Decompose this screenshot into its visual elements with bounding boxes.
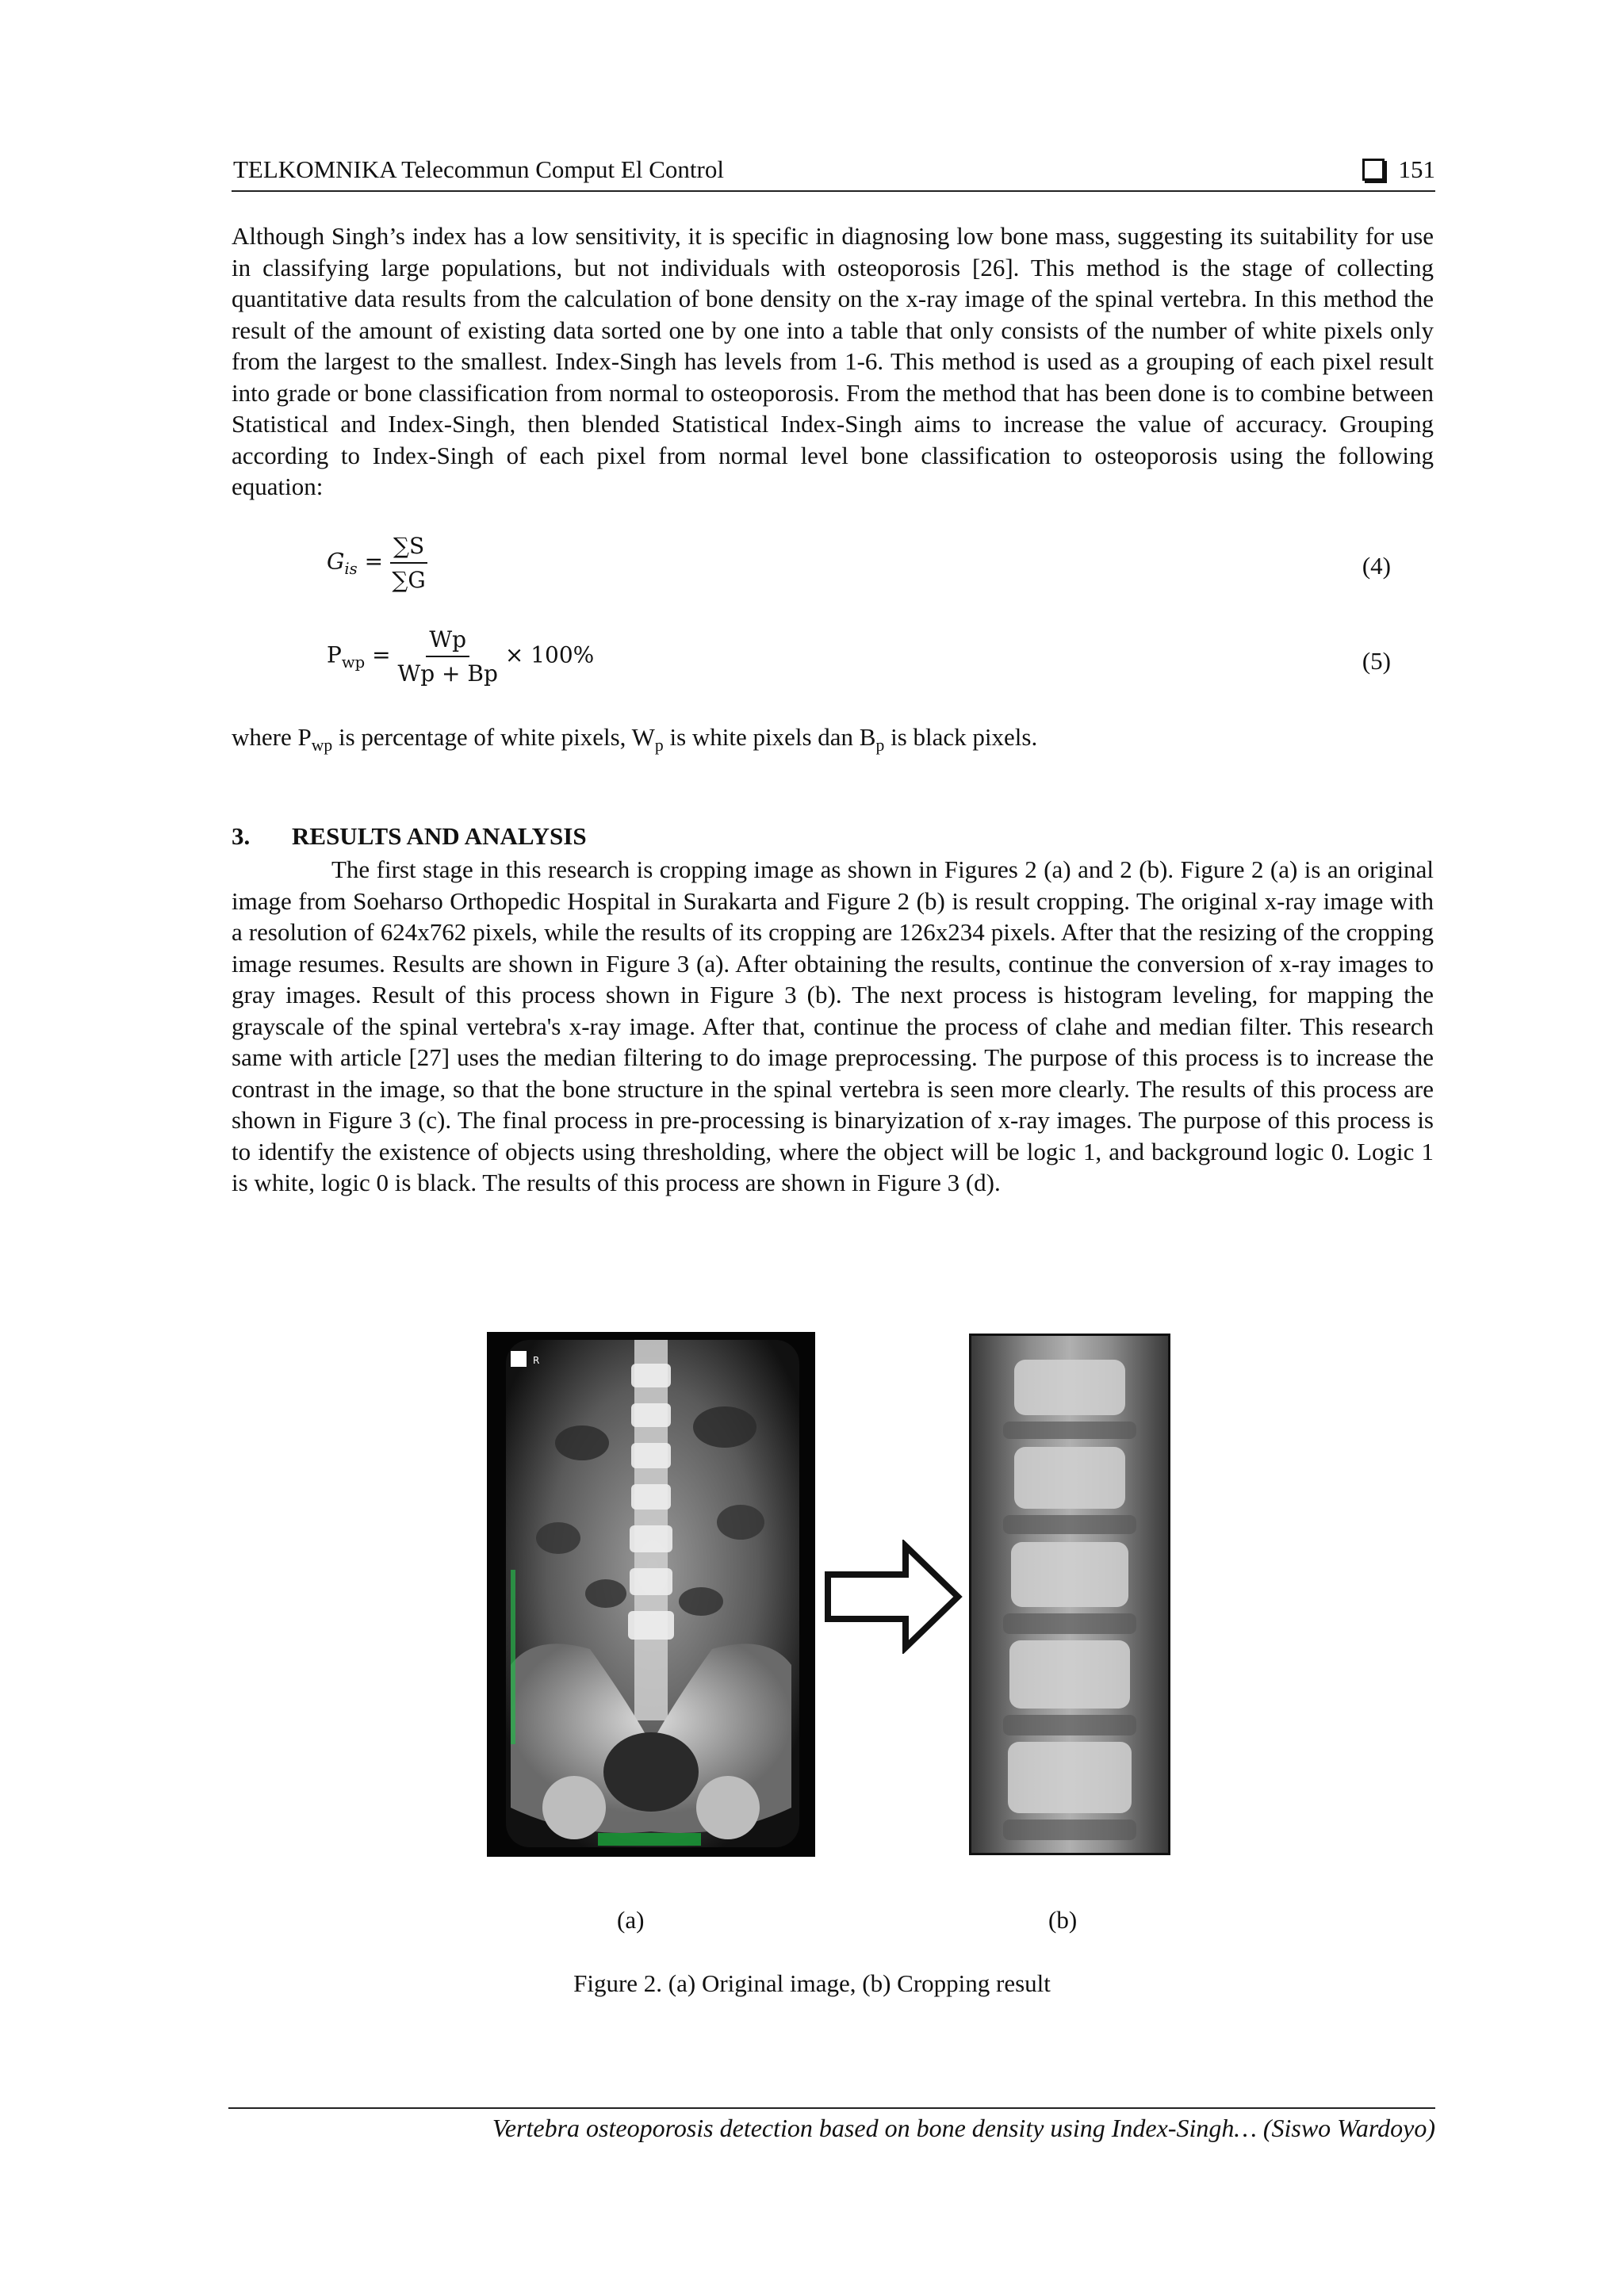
page-header <box>232 155 1435 192</box>
eq5-fraction <box>397 626 497 687</box>
legend-sub-a: wp <box>311 736 333 756</box>
equation-4-number: (4) <box>1362 552 1391 580</box>
legend-sub-c: p <box>875 736 885 756</box>
figure-label-b: (b) <box>1048 1906 1078 1934</box>
equation-4: $G_{is}$ = $\frac{\sum S}{\sum G}$ <box>327 533 427 593</box>
eq5-lhs-sub: wp <box>341 653 366 672</box>
eq5-numerator: Wp <box>426 626 469 657</box>
right-arrow-icon <box>823 1540 966 1654</box>
svg-text:R: R <box>533 1355 540 1366</box>
eq4-numerator: ∑S <box>390 533 427 564</box>
page-number: 151 <box>1398 155 1435 183</box>
eq5-suffix: × 100% <box>504 641 595 668</box>
results-body: The first stage in this research is cropping image as shown in Figures 2 (a) and 2 (b). Figure 2 (a) is an original image from Soeharso Orthopedic Hospital in Surakarta and Figure 2 (b) is result cropping. The original x-ray image with a resolution of 624x762 pixels, while the results of its cropping are 126x234 pixels. After that the resizing of the cropping image resumes. Results are shown in Figure 3 (a). After obtaining the results, continue the conversion of x-ray images to gray images. Result of this process shown in Figure 3 (b). The next process is histogram leveling, for mapping the grayscale of the spinal vertebra's x-ray image. After that, continue the process of clahe and median filter. This research same with article [27] uses the median filtering to do image preprocessing. The purpose of this process is to increase the contrast in the image, so that the bone structure in the spinal vertebra is seen more clearly. The results of this process are shown in Figure 3 (c). The final process in pre-processing is binaryization of x-ray images. The purpose of this process is to identify the existence of objects using thresholding, where the object will be logic 1, and background logic 0. Logic 1 is white, logic 0 is black. The results of this process are shown in Figure 3 (d). <box>232 855 1434 1196</box>
eq4-lhs-sub: is <box>344 560 358 579</box>
equation-5-number: (5) <box>1362 647 1391 675</box>
paragraph-results <box>232 854 1434 1199</box>
checkbox-square-icon <box>1362 159 1385 181</box>
figure-label-a: (a) <box>617 1906 645 1934</box>
page-number-group <box>1362 155 1436 184</box>
eq4-fraction <box>390 533 427 593</box>
section-heading <box>232 822 587 851</box>
legend-part-a: where P <box>232 723 312 751</box>
legend-part-c: is white pixels dan B <box>663 723 876 751</box>
section-number: 3. <box>232 822 251 850</box>
legend-sub-b: p <box>654 736 664 756</box>
paragraph-singh-index: Although Singh’s index has a low sensitivity, it is specific in diagnosing low bone mass, suggesting its suitability for use in classifying large populations, but not individuals with osteoporosis [26]. This method is the stage of collecting quantitative data results from the calculation of bone density on the x-ray image of the spinal vertebra. In this method the result of the amount of existing data sorted one by one into a table that only consists of the number of white pixels only from the largest to the smallest. Index-Singh has levels from 1-6. This method is used as a grouping of each pixel result into grade or bone classification from normal to osteoporosis. From the method that has been done is to combine between Statistical and Index-Singh, then blended Statistical Index-Singh aims to increase the value of accuracy. Grouping according to Index-Singh of each pixel from normal level bone classification to osteoporosis using the following equation: <box>232 222 1434 500</box>
eq5-denominator: Wp + Bp <box>397 660 498 687</box>
eq4-lhs: G <box>327 548 345 575</box>
section-title: RESULTS AND ANALYSIS <box>292 822 587 850</box>
equation-legend <box>232 723 1037 756</box>
journal-name: TELKOMNIKA Telecommun Comput El Control <box>233 155 724 183</box>
legend-part-b: is percentage of white pixels, W <box>332 723 655 751</box>
equation-5: $P_{wp}$ = $\frac{Wp}{Wp + Bp}$ × 100% <box>327 626 595 687</box>
figure-caption: Figure 2. (a) Original image, (b) Cropping result <box>573 1969 1051 1997</box>
xray-cropped-image <box>969 1334 1170 1855</box>
eq5-lhs: P <box>327 641 342 668</box>
footer-running-title: Vertebra osteoporosis detection based on bone density using Index-Singh… (Siswo Wardoyo) <box>492 2114 1435 2142</box>
eq4-denominator: ∑G <box>392 567 426 593</box>
legend-part-d: is black pixels. <box>884 723 1038 751</box>
xray-original-image <box>487 1332 815 1857</box>
footer-rule <box>228 2107 1435 2109</box>
